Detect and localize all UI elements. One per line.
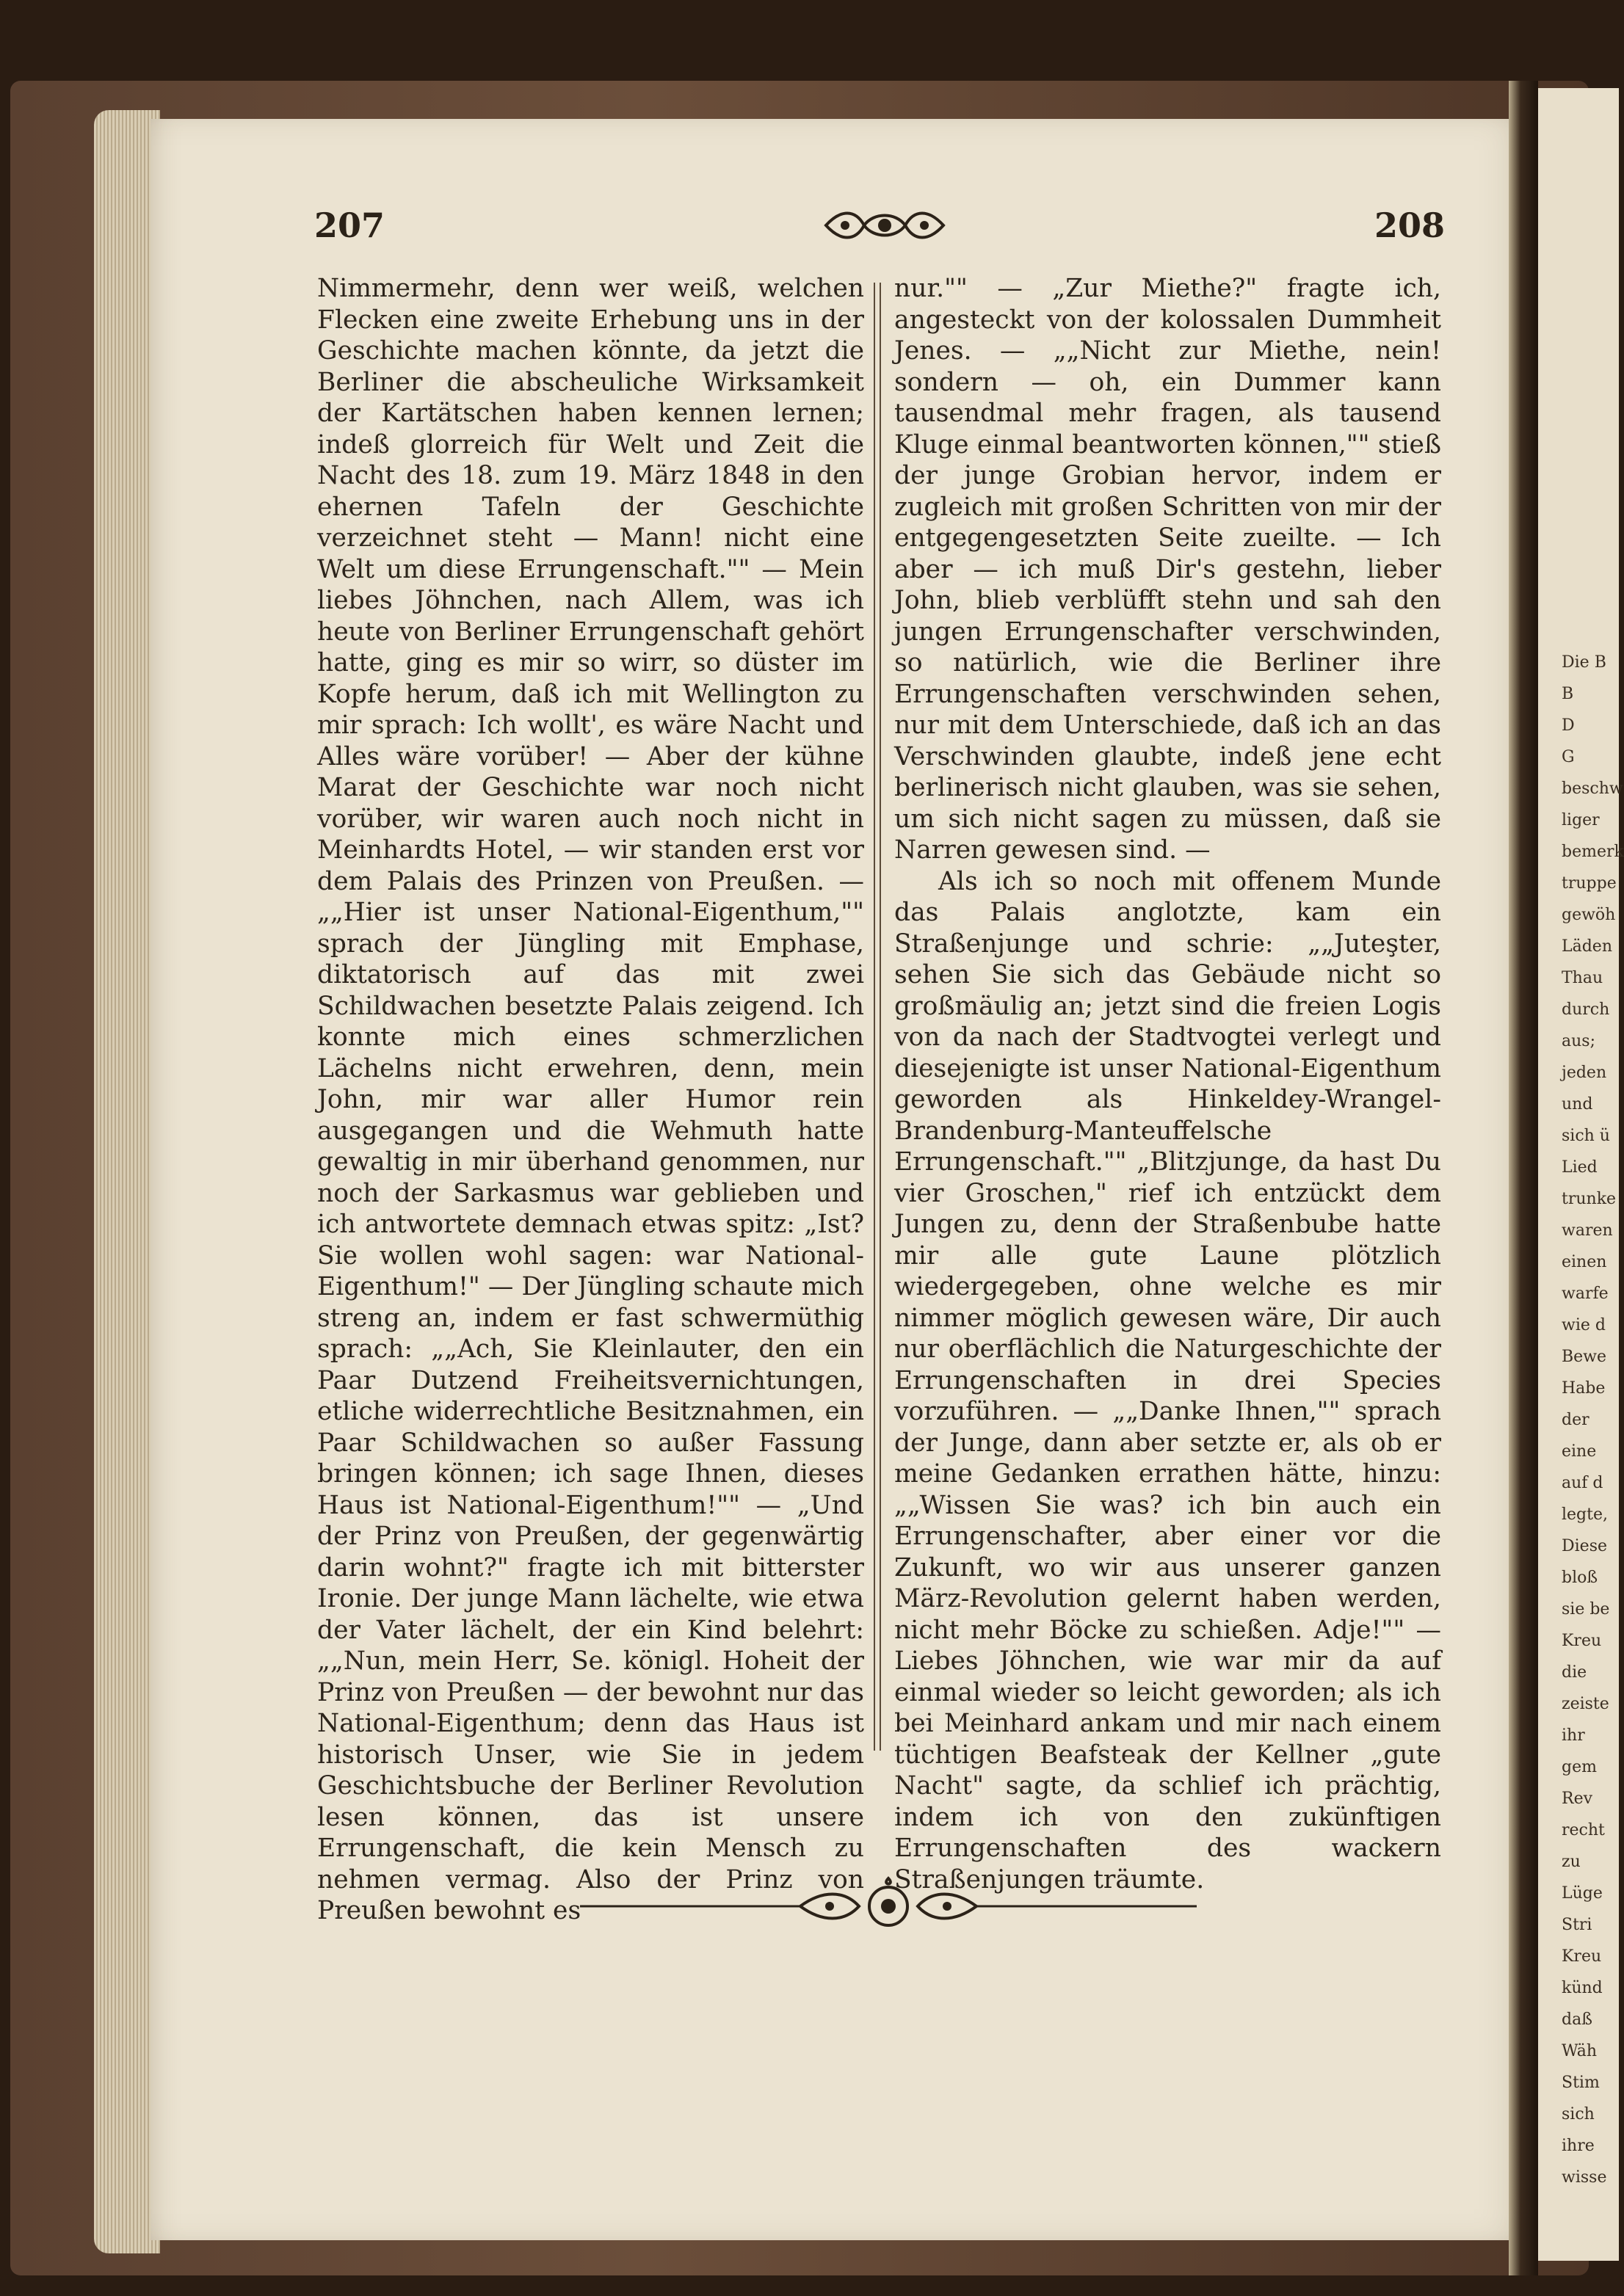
facing-page-fragment: Stri [1562,1916,1592,1934]
facing-page-fragment: recht [1562,1821,1605,1839]
facing-page-fragment: daß [1562,2010,1592,2029]
facing-page-fragment: bloß [1562,1569,1598,1587]
facing-page-fragment: durch [1562,1000,1610,1019]
facing-page-fragment: Lied [1562,1158,1598,1177]
facing-page-fragment: Habe [1562,1379,1606,1398]
facing-page-fragment: beschw [1562,780,1623,798]
book-gutter [1509,81,1538,2275]
facing-page-edge [1538,88,1624,2261]
header-ornament-icon [819,203,951,247]
facing-page-fragment: Läden [1562,937,1612,956]
facing-page-fragment: wie d [1562,1316,1606,1334]
page-number-right: 208 [1374,206,1446,245]
facing-page-fragment: und [1562,1095,1593,1114]
facing-page-fragment: wisse [1562,2168,1607,2187]
facing-page-fragment: sie be [1562,1600,1610,1619]
facing-page-fragment: Kreu [1562,1632,1602,1650]
facing-page-fragment: D [1562,716,1575,735]
facing-page-fragment: Bewe [1562,1348,1607,1366]
facing-page-fragment: aus; [1562,1032,1595,1050]
facing-page-fragment: trunke [1562,1190,1617,1208]
facing-page-fragment: sich ü [1562,1127,1610,1145]
facing-page-fragment: Stim [1562,2074,1600,2092]
left-text-column [317,273,864,1927]
tailpiece-ornament-icon [580,1875,1197,1934]
facing-page-fragment: ihr [1562,1726,1585,1745]
facing-page-fragment: B [1562,685,1574,703]
right-text-column [894,273,1441,1895]
facing-page-fragment: legte, [1562,1505,1608,1524]
facing-page-fragment: bemerk [1562,843,1624,861]
facing-page-fragment: Kreu [1562,1947,1602,1966]
facing-page-fragment: einen [1562,1253,1607,1271]
facing-page-fragment: Wäh [1562,2042,1597,2060]
facing-page-fragment: sich [1562,2105,1595,2124]
right-column-paragraph-2: Als ich so noch mit offenem Munde das Palais anglotzte, kam ein Straßenjunge und schrie: „„Juteşter, sehen Sie sich das Gebäude nicht so großmäulig an; jetzt sind die freien Logis von da nach der Stadtvogtei verlegt und diesejenigte ist unser National-Eigenthum geworden als Hinkeldey-Wrangel-Brandenburg-Manteuffelsche Errungenschaft."" „Blitzjunge, da hast Du vier Groschen," rief ich entzückt dem Jungen zu, denn der Straßenbube hatte mir alle gute Laune plötzlich wiedergegeben, ohne welche es mir nimmer möglich gewesen wäre, Dir auch nur oberflächlich die Naturgeschichte der Errungenschaften in drei Species vorzuführen. — „„Danke Ihnen,"" sprach der Junge, dann aber setzte er, als ob er meine Gedanken errathen hätte, hinzu: „„Wissen Sie was? ich bin auch ein Errungenschafter, aber einer vor die Zukunft, wo wir aus unserer ganzen März-Revolution gelernt haben werden, nicht mehr Böcke zu schießen. Adje!"" — Liebes Jöhnchen, wie war mir da auf einmal wieder so leicht geworden; als ich bei Meinhard ankam und mir nach einem tüchtigen Beafsteak der Kellner „gute Nacht" sagte, da schlief ich prächtig, indem ich von den zukünftigen Errungenschaften des wackern Straßenjungen träumte. [894,866,1441,1894]
facing-page-fragment: auf d [1562,1474,1603,1492]
facing-page-fragment: Thau [1562,969,1603,987]
facing-page-fragment: Diese [1562,1537,1608,1555]
facing-page-fragment: zu [1562,1853,1581,1871]
right-column-paragraph-1: nur."" — „Zur Miethe?" fragte ich, angesteckt von der kolossalen Dummheit Jenes. — „„Nicht zur Miethe, nein! sondern — oh, ein Dummer kann tausendmal mehr fragen, als tausend Kluge einmal beantworten können,"" stieß der junge Grobian hervor, indem er zugleich mit großen Schritten von mir der entgegengesetzten Seite zueilte. — Ich aber — ich muß Dir's gestehn, lieber John, blieb verblüfft stehn und sah den jungen Errungenschafter verschwinden, so natürlich, wie die Berliner ihre Errungenschaften verschwinden sehen, nur mit dem Unterschiede, daß ich an das Verschwinden glaubte, indeß jene echt berlinerisch nicht glauben, was sie sehen, um sich nicht sagen zu müssen, daß sie Narren gewesen sind. — [894,274,1441,865]
facing-page-fragment: der [1562,1411,1589,1429]
facing-page-fragment: Lüge [1562,1884,1603,1903]
page-number-left: 207 [314,206,385,245]
left-column-text: Nimmermehr, denn wer weiß, welchen Flecken eine zweite Erhebung uns in der Geschichte machen könnte, da jetzt die Berliner die abscheuliche Wirksamkeit der Kartätschen haben kennen lernen; indeß glorreich für Welt und Zeit die Nacht des 18. zum 19. März 1848 in den ehernen Tafeln der Geschichte verzeichnet steht — Mann! nicht eine Welt um diese Errungenschaft."" — Mein liebes Jöhnchen, nach Allem, was ich heute von Berliner Errungenschaft gehört hatte, ging es mir so wirr, so düster im Kopfe herum, daß ich mit Wellington zu mir sprach: Ich wollt', es wäre Nacht und Alles wäre vorüber! — Aber der kühne Marat der Geschichte war noch nicht vorüber, wir waren auch noch nicht in Meinhardts Hotel, — wir standen erst vor dem Palais des Prinzen von Preußen. — „„Hier ist unser National-Eigenthum,"" sprach der Jüngling mit Emphase, diktatorisch auf das mit zwei Schildwachen besetzte Palais zeigend. Ich konnte mich eines schmerzlichen Lächelns nicht erwehren, denn, mein John, mir war aller Humor rein ausgegangen und die Wehmuth hatte gewaltig in mir überhand genommen, nur noch der Sarkasmus war geblieben und ich antwortete demnach etwas spitz: „Ist? Sie wollen wohl sagen: war National-Eigenthum!" — Der Jüngling schaute mich streng an, indem er fast schwermüthig sprach: „„Ach, Sie Kleinlauter, den ein Paar Dutzend Freiheitsvernichtungen, etliche widerrechtliche Besitznahmen, ein Paar Schildwachen so außer Fassung bringen können; ich sage Ihnen, dieses Haus ist National-Eigenthum!"" — „Und der Prinz von Preußen, der gegenwärtig darin wohnt?" fragte ich mit bitterster Ironie. Der junge Mann lächelte, wie etwa der Vater lächelt, der ein Kind belehrt: „„Nun, mein Herr, Se. königl. Hoheit der Prinz von Preußen — der bewohnt nur das National-Eigenthum; denn das Haus ist historisch Unser, wie Sie in jedem Geschichtsbuche der Berliner Revolution lesen können, das ist unsere Errungenschaft, die kein Mensch zu nehmen vermag. Also der Prinz von Preußen bewohnt es [317,274,864,1925]
facing-page-fragment: zeiste [1562,1695,1609,1713]
facing-page-fragment: die [1562,1663,1587,1682]
facing-page-fragment: waren [1562,1221,1613,1240]
facing-page-fragment: truppe [1562,874,1617,893]
facing-page-fragment: künd [1562,1979,1603,1997]
facing-page-fragment: gewöh [1562,906,1616,924]
facing-page-fragment: warfe [1562,1285,1609,1303]
facing-page-fragment: liger [1562,811,1600,829]
facing-page-fragment: G [1562,748,1575,766]
column-divider-inner [880,283,881,1751]
facing-page-fragment: jeden [1562,1064,1607,1082]
facing-page-fragment: Rev [1562,1790,1593,1808]
facing-page-fragment: eine [1562,1442,1597,1461]
column-divider [874,283,875,1751]
facing-page-fragment: ihre [1562,2137,1595,2155]
facing-page-fragment: gem [1562,1758,1597,1776]
facing-page-fragment: Die B [1562,653,1606,672]
